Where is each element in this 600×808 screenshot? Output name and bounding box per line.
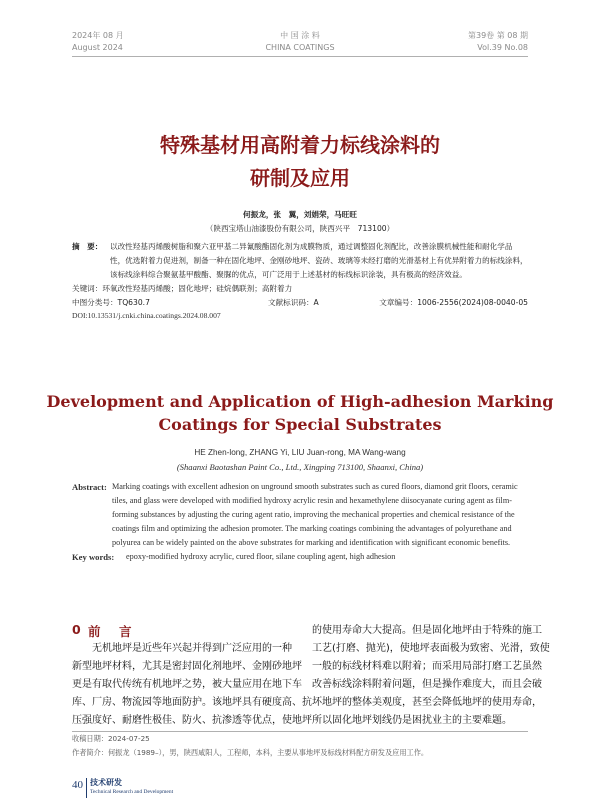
- header-journal-en: CHINA COATINGS: [265, 43, 335, 52]
- section-number: 0: [72, 622, 84, 637]
- abstract-en-line: coatings film and optimizing the adhesion promoter. The marking coatings combining the advantages of polyurethane and: [112, 524, 512, 533]
- body-line: 无机地坪是近些年兴起并得到广泛应用的一种: [72, 643, 292, 654]
- body-line: 坏地坪的整体美观度，甚至会降低地坪的使用寿命，: [312, 697, 542, 708]
- footer-column-cn: 技术研发: [90, 778, 122, 787]
- doc-code: 文献标识码：A: [268, 298, 319, 307]
- authors-cn: 何振龙，张 翼，刘娟荣，马旺旺: [243, 210, 357, 219]
- section-title: 前 言: [88, 624, 135, 639]
- clc-number: 中图分类号：TQ630.7: [72, 298, 150, 307]
- body-line: 更是有取代传统有机地坪之势，被大量应用在地下车: [72, 679, 302, 690]
- abstract-cn-label: 摘 要：: [72, 242, 103, 251]
- body-line: 所以固化地坪划线仍是困扰业主的主要难题。: [312, 715, 512, 726]
- abstract-en-text: [112, 480, 542, 550]
- affiliation-cn: （陕西宝塔山油漆股份有限公司，陕西兴平 713100）: [205, 224, 395, 233]
- title-cn-line-1: 特殊基材用高附着力标线涂料的: [160, 133, 440, 157]
- keywords-en-text: epoxy-modified hydroxy acrylic, cured floor, silane coupling agent, high adhesion: [126, 552, 396, 561]
- title-cn-line-2: 研制及应用: [250, 166, 350, 190]
- abstract-en-line: Marking coatings with excellent adhesion on unground smooth substrates such as cured floors, diamond grit floors, ceramic: [112, 482, 518, 491]
- body-line: 新型地坪材料，尤其是密封固化剂地坪、金刚砂地坪: [72, 661, 302, 672]
- abstract-cn-line: 以改性羟基丙烯酸树脂和聚六亚甲基二异氰酸酯固化剂为成膜物质，通过调整固化剂配比，改善涂膜机械性能和耐化学品: [110, 242, 513, 251]
- abstract-cn-line: 性，优选附着力促进剂，制备一种在固化地坪、金刚砂地坪、瓷砖、玻璃等未经打磨的光滑基材上有优异附着力的标线涂料，: [110, 256, 528, 265]
- body-line: 一般的标线材料难以附着；而采用局部打磨工艺虽然: [312, 661, 542, 672]
- doi: DOI:10.13531/j.cnki.china.coatings.2024.08.007: [72, 311, 221, 320]
- header-rule: [72, 56, 528, 57]
- body-line: 压强度好、耐磨性极佳、防火、抗渗透等优点，使地坪: [72, 715, 312, 726]
- title-en-line-2: Coatings for Special Substrates: [158, 415, 442, 434]
- title-en-line-1: Development and Application of High-adhesion Marking: [46, 392, 554, 411]
- keywords-en-label: Key words:: [72, 552, 115, 562]
- keywords-cn: 关键词：环氧改性羟基丙烯酸；固化地坪；硅烷偶联剂；高附着力: [72, 284, 293, 293]
- abstract-en-line: forming substances by adjusting the curing agent ratio, improving the mechanical properties and chemical resistance of the: [112, 510, 515, 519]
- abstract-en-label: Abstract:: [72, 482, 107, 492]
- footer-column-en: Technical Research and Development: [90, 789, 174, 795]
- footer-divider: [86, 778, 87, 798]
- header-date-en: August 2024: [72, 43, 123, 52]
- body-line: 库、厂房、物流园等地面防护。该地坪具有硬度高、抗: [72, 697, 312, 708]
- header-volume-en: Vol.39 No.08: [477, 43, 528, 52]
- abstract-cn-text: [110, 240, 540, 282]
- authors-en: HE Zhen-long, ZHANG Yi, LIU Juan-rong, MA Wang-wang: [194, 448, 406, 457]
- header-date-cn: 2024年 08 月: [72, 31, 124, 40]
- abstract-en-line: tiles, and glass were developed with modified hydroxy acrylic resin and hexamethylene diisocyanate curing agent as film-: [112, 496, 512, 505]
- body-line: 工艺(打磨、抛光)，使地坪表面极为致密、光滑，致使: [312, 643, 550, 654]
- body-column-right: [312, 622, 550, 730]
- header-journal-cn: 中 国 涂 料: [280, 31, 320, 40]
- received-date: 收稿日期：2024-07-25: [72, 734, 150, 743]
- body-column-left: [72, 640, 312, 730]
- body-line: 改善标线涂料附着问题，但是操作难度大，而且会破: [312, 679, 542, 690]
- affiliation-en: (Shaanxi Baotashan Paint Co., Ltd., Xingping 713100, Shaanxi, China): [176, 462, 424, 472]
- author-intro: 作者简介：何振龙（1989–），男，陕西咸阳人，工程师，本科，主要从事地坪及标线材料配方研发及应用工作。: [72, 748, 429, 757]
- article-number: 文章编号：1006-2556(2024)08-0040-05: [379, 298, 528, 307]
- body-line: 的使用寿命大大提高。但是固化地坪由于特殊的施工: [312, 625, 542, 636]
- abstract-en-line: polyurea can be widely painted on the above substrates for marking and identification with significant economic benefits.: [112, 538, 511, 547]
- header-volume-cn: 第39卷 第 08 期: [468, 31, 528, 40]
- abstract-cn-line: 该标线涂料综合聚氨基甲酸酯、聚脲的优点，可广泛用于上述基材的标线标识涂装，具有极高的经济效益。: [110, 270, 467, 279]
- page-number: 40: [72, 779, 83, 791]
